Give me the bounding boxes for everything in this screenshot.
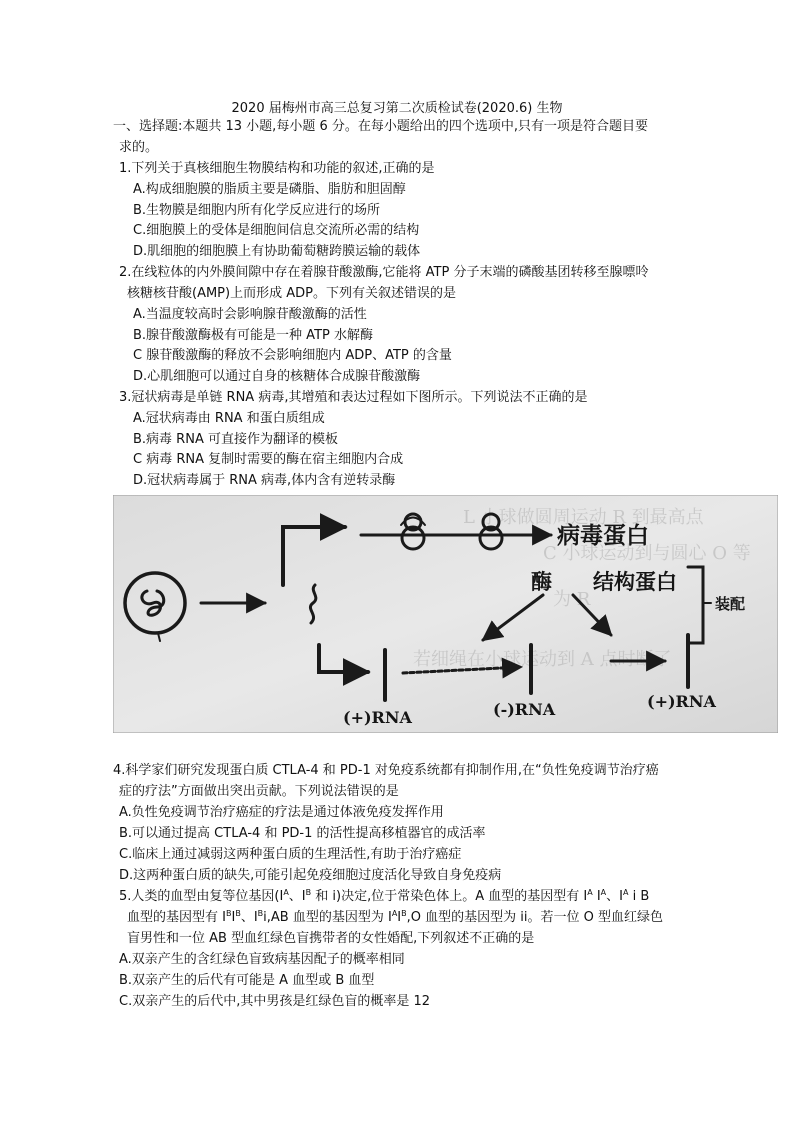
q4-option-c: C.临床上通过减弱这两种蛋白质的生理活性,有助于治疗癌症 — [119, 847, 462, 862]
q2-stem-line2: 核糖核苷酸(AMP)上而形成 ADP。下列有关叙述错误的是 — [127, 286, 456, 301]
q2-option-d: D.心肌细胞可以通过自身的核糖体合成腺苷酸激酶 — [133, 369, 421, 384]
bleed-text-1: L 小球做圆周运动 R 到最高点 — [463, 507, 704, 528]
q5-option-c: C.双亲产生的后代中,其中男孩是红绿色盲的概率是 12 — [119, 994, 431, 1009]
q4-stem-line1: 4.科学家们研究发现蛋白质 CTLA-4 和 PD-1 对免疫系统都有抑制作用,在“负性免疫调节治疗癌 — [113, 763, 659, 778]
q4-option-b: B.可以通过提高 CTLA-4 和 PD-1 的活性提高移植器官的成活率 — [119, 826, 486, 841]
label-structural-protein: 结构蛋白 — [593, 569, 677, 594]
q1-option-c: C.细胞膜上的受体是细胞间信息交流所必需的结构 — [133, 223, 420, 238]
q1-option-d: D.肌细胞的细胞膜上有协助葡萄糖跨膜运输的载体 — [133, 244, 421, 259]
label-plus-rna-2: (+)RNA — [647, 692, 716, 711]
exam-title: 2020 届梅州市高三总复习第二次质检试卷(2020.6) 生物 — [231, 101, 563, 116]
bleed-text-2: C 小球运动到与圆心 O 等 — [543, 543, 751, 564]
bleed-text-4: 若细绳在小球运动到 A 点时断了 — [413, 649, 672, 670]
q2-stem-line1: 2.在线粒体的内外膜间隙中存在着腺苷酸激酶,它能将 ATP 分子末端的磷酸基团转移至腺嘌呤 — [119, 265, 649, 280]
label-enzyme: 酶 — [531, 569, 552, 594]
label-assembly: 装配 — [715, 595, 746, 613]
q1-option-b: B.生物膜是细胞内所有化学反应进行的场所 — [133, 203, 381, 218]
q2-option-c: C 腺苷酸激酶的释放不会影响细胞内 ADP、ATP 的含量 — [133, 348, 452, 363]
q3-stem: 3.冠状病毒是单链 RNA 病毒,其增殖和表达过程如下图所示。下列说法不正确的是 — [119, 390, 588, 405]
q3-option-d: D.冠状病毒属于 RNA 病毒,体内含有逆转录酶 — [133, 473, 396, 488]
q4-option-d: D.这两种蛋白质的缺失,可能引起免疫细胞过度活化导致自身免疫病 — [119, 868, 502, 883]
section-heading-line2: 求的。 — [119, 140, 159, 155]
q4-stem-line2: 症的疗法”方面做出突出贡献。下列说法错误的是 — [119, 784, 399, 799]
bleed-text-3: 为 R — [553, 589, 591, 610]
label-plus-rna-1: (+)RNA — [343, 708, 412, 727]
section-heading-line1: 一、选择题:本题共 13 小题,每小题 6 分。在每小题给出的四个选项中,只有一项是符合题目要 — [113, 119, 648, 134]
q5-stem-line2: 血型的基因型有 $I^BI^B$、$I^Bi,AB$ 血型的基因型为 $I^AI^B,O$ 血型的基因型为 ii。若一位 O 型血红绿色 — [127, 909, 663, 925]
q2-option-b: B.腺苷酸激酶极有可能是一种 ATP 水解酶 — [133, 328, 373, 343]
label-virus-protein: 病毒蛋白 — [557, 522, 649, 549]
q5-stem-line3: 盲男性和一位 AB 型血红绿色盲携带者的女性婚配,下列叙述不正确的是 — [127, 931, 535, 946]
q3-option-a: A.冠状病毒由 RNA 和蛋白质组成 — [133, 411, 325, 426]
q5-option-b: B.双亲产生的后代有可能是 A 血型或 B 血型 — [119, 973, 375, 988]
q1-stem: 1.下列关于真核细胞生物膜结构和功能的叙述,正确的是 — [119, 161, 435, 176]
label-minus-rna: (-)RNA — [493, 700, 556, 719]
q1-option-a: A.构成细胞膜的脂质主要是磷脂、脂肪和胆固醇 — [133, 182, 406, 197]
q4-option-a: A.负性免疫调节治疗癌症的疗法是通过体液免疫发挥作用 — [119, 805, 444, 820]
q3-option-c: C 病毒 RNA 复制时需要的酶在宿主细胞内合成 — [133, 452, 404, 467]
q5-option-a: A.双亲产生的含红绿色盲致病基因配子的概率相同 — [119, 952, 405, 967]
q3-option-b: B.病毒 RNA 可直接作为翻译的模板 — [133, 432, 338, 447]
q2-option-a: A.当温度较高时会影响腺苷酸激酶的活性 — [133, 307, 367, 322]
q5-stem-line1: 5.人类的血型由复等位基因($I^A$、$I^B$ 和 i)决定,位于常染色体上。A 血型的基因型有 $I^A$ $I^A$、$I^A$ i B — [119, 888, 650, 904]
coronavirus-replication-diagram — [113, 495, 778, 733]
